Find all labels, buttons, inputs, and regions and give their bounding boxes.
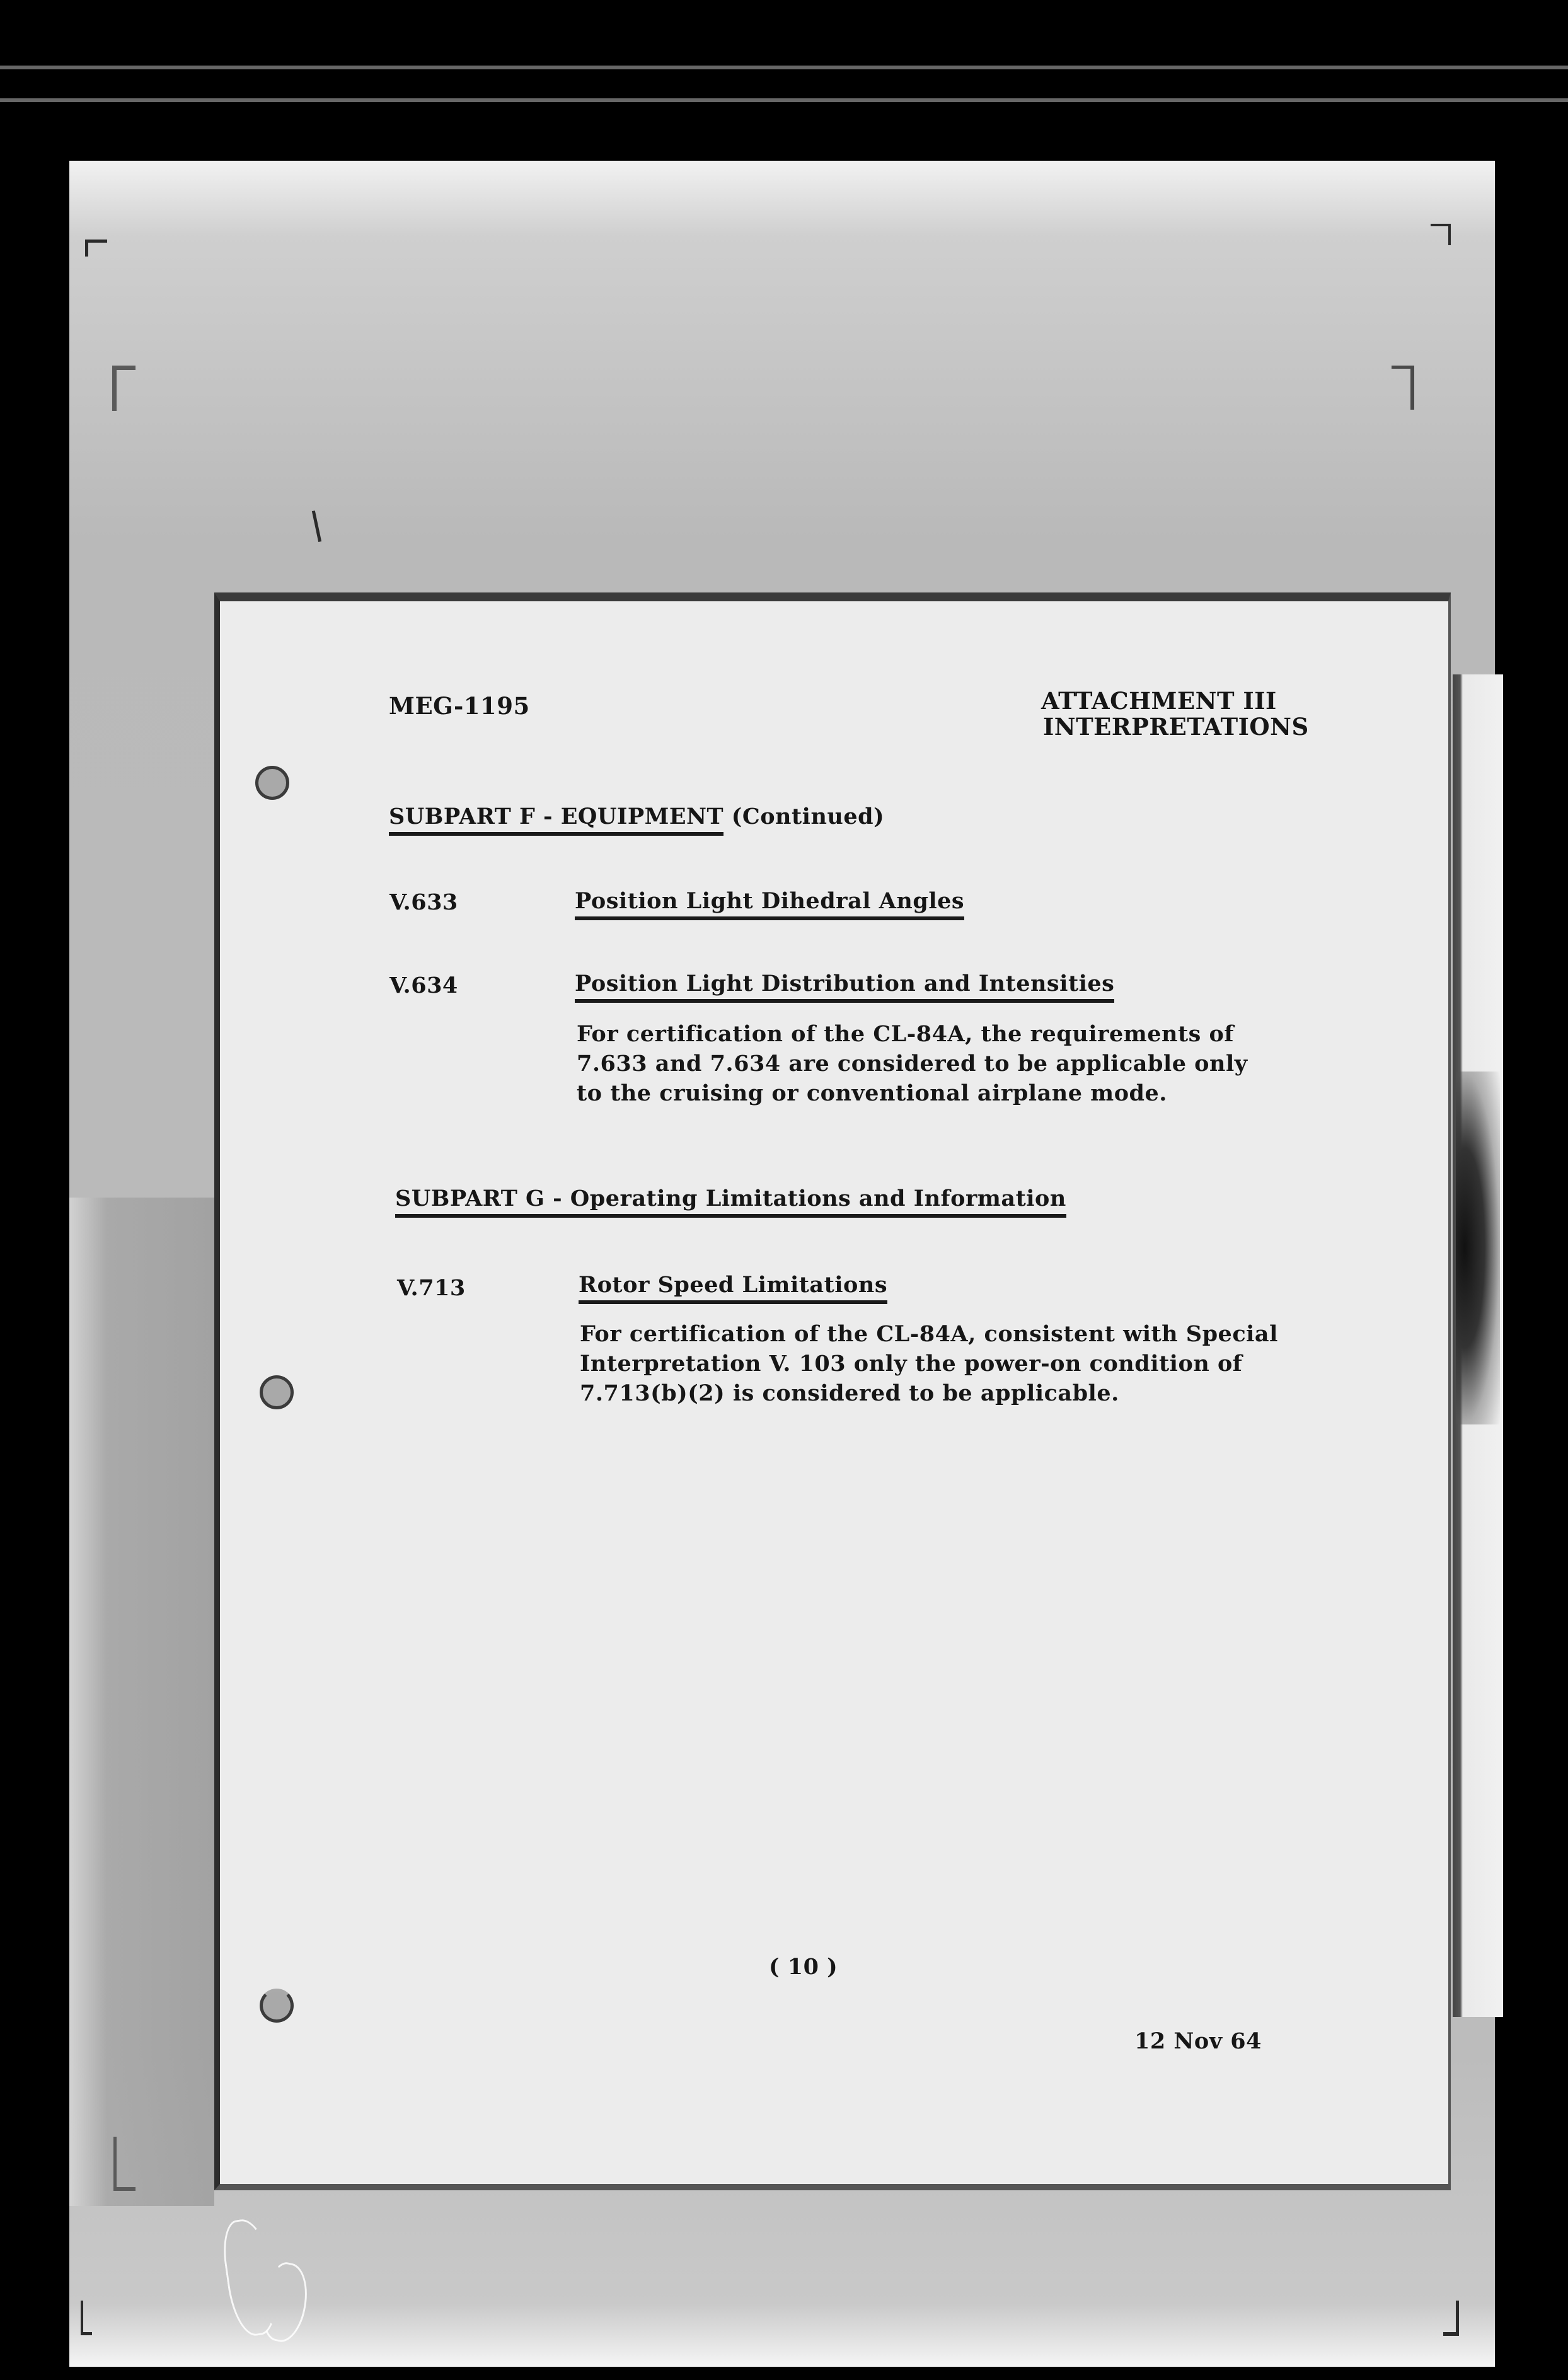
item-number: V.634 — [389, 973, 458, 998]
item-title-text: Rotor Speed Limitations — [579, 1272, 887, 1304]
item-body-line: 7.633 and 7.634 are considered to be applicable only — [577, 1051, 1248, 1077]
crop-mark-inner-top-right — [1392, 366, 1414, 410]
item-number: V.633 — [389, 889, 458, 915]
section-heading-title: SUBPART F - EQUIPMENT — [389, 804, 723, 836]
punch-hole — [255, 766, 289, 800]
item-title — [575, 969, 1114, 998]
attachment-subtitle: INTERPRETATIONS — [1043, 713, 1309, 741]
item-body-line: 7.713(b)(2) is considered to be applicable. — [580, 1380, 1119, 1406]
crop-mark-inner-top-left — [112, 366, 135, 411]
section-heading-suffix: (Continued) — [731, 804, 885, 829]
item-body-line: to the cruising or conventional airplane mode. — [577, 1080, 1167, 1106]
item-title — [579, 1270, 887, 1300]
item-body-line: Interpretation V. 103 only the power-on condition of — [580, 1351, 1243, 1377]
document-id: MEG-1195 — [389, 692, 530, 720]
page-number: ( 10 ) — [769, 1954, 838, 1980]
frame-smudge — [1456, 1072, 1500, 1424]
crop-mark-bottom-left — [113, 2137, 135, 2191]
frame-shadow — [69, 1198, 214, 2206]
film-edge-line — [0, 66, 1568, 69]
crop-mark-top-left — [85, 240, 107, 257]
item-body-line: For certification of the CL-84A, the requirements of — [577, 1021, 1234, 1047]
film-edge-line — [0, 98, 1568, 102]
attachment-label: ATTACHMENT III — [1041, 687, 1277, 715]
item-title — [575, 886, 964, 916]
section-heading — [389, 802, 884, 831]
item-title-text: Position Light Dihedral Angles — [575, 888, 964, 920]
item-number: V.713 — [397, 1275, 466, 1301]
crop-mark-top-right — [1431, 224, 1451, 245]
item-body-line: For certification of the CL-84A, consistent with Special — [580, 1321, 1278, 1347]
punch-hole — [260, 1989, 294, 2023]
punch-hole — [260, 1375, 294, 1409]
section-heading — [395, 1184, 1066, 1213]
item-title-text: Position Light Distribution and Intensities — [575, 971, 1114, 1003]
crop-mark-bottom-left-outer — [81, 2301, 92, 2335]
section-heading-title: SUBPART G - Operating Limitations and Information — [395, 1186, 1066, 1218]
document-date: 12 Nov 64 — [1134, 2028, 1262, 2054]
crop-mark-bottom-right — [1443, 2301, 1459, 2336]
